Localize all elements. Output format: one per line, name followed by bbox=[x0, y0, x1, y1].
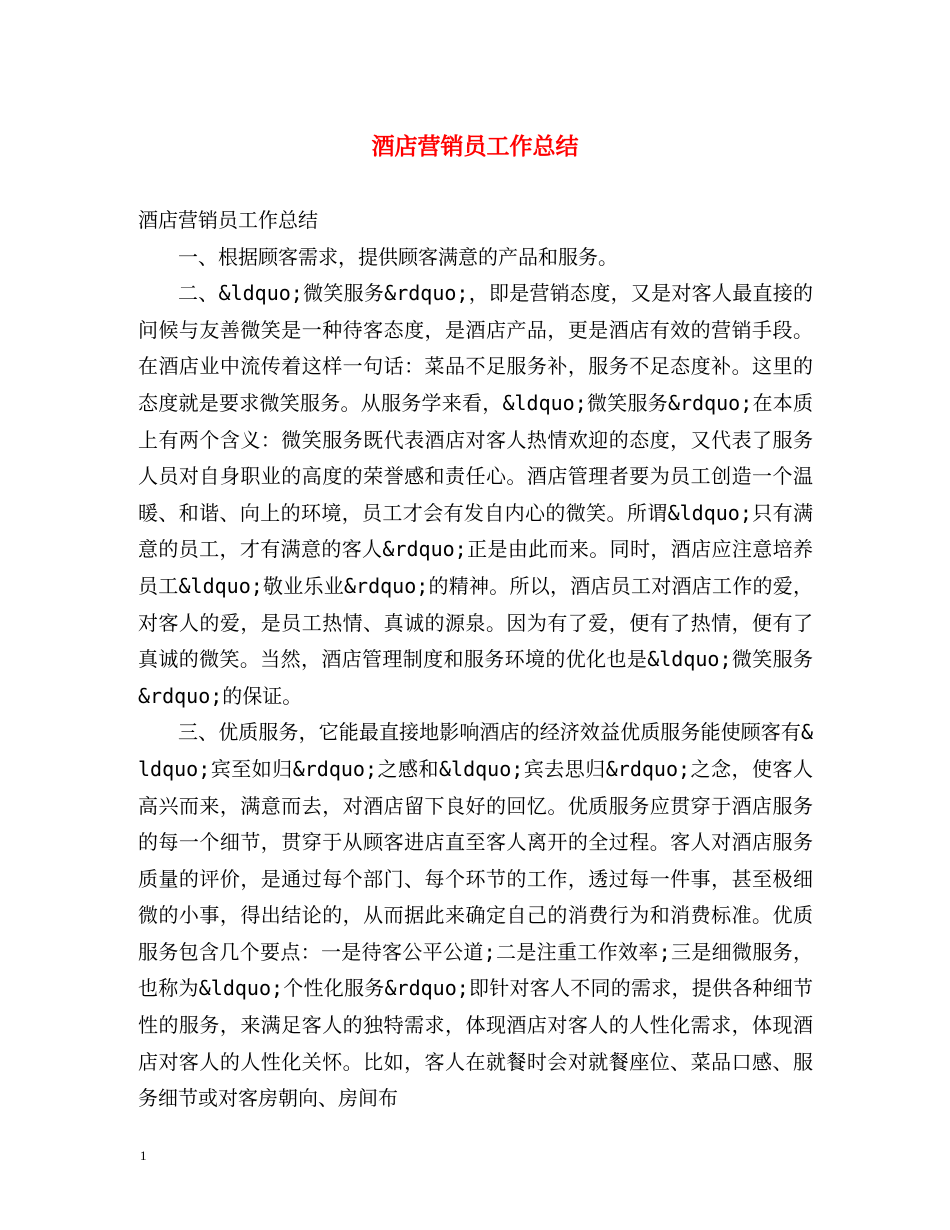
page-number: 1 bbox=[140, 1148, 147, 1163]
paragraph-3: 三、优质服务，它能最直接地影响酒店的经济效益优质服务能使顾客有&ldquo;宾至如归&rdquo;之感和&ldquo;宾去思归&rdquo;之念，使客人高兴而来，满意而去，对酒店留下良好的回忆。优质服务应贯穿于酒店服务的每一个细节，贯穿于从顾客进店直至客人离开的全过程。客人对酒店服务质量的评价，是通过每个部门、每个环节的工作，透过每一件事，甚至极细微的小事，得出结论的，从而据此来确定自己的消费行为和消费标准。优质服务包含几个要点：一是待客公平公道;二是注重工作效率;三是细微服务，也称为&ldquo;个性化服务&rdquo;即针对客人不同的需求，提供各种细节性的服务，来满足客人的独特需求，体现酒店对客人的人性化需求，体现酒店对客人的人性化关怀。比如，客人在就餐时会对就餐座位、菜品口感、服务细节或对客房朝向、房间布 bbox=[138, 720, 813, 1111]
document-subtitle: 酒店营销员工作总结 bbox=[138, 208, 318, 232]
paragraph-1: 一、根据顾客需求，提供顾客满意的产品和服务。 bbox=[178, 244, 618, 269]
document-body bbox=[138, 202, 813, 1117]
paragraph-2: 二、&ldquo;微笑服务&rdquo;，即是营销态度，又是对客人最直接的问候与友善微笑是一种待客态度，是酒店产品，更是酒店有效的营销手段。在酒店业中流传着这样一句话：菜品不足服务补，服务不足态度补。这里的态度就是要求微笑服务。从服务学来看，&ldquo;微笑服务&rdquo;在本质上有两个含义：微笑服务既代表酒店对客人热情欢迎的态度，又代表了服务人员对自身职业的高度的荣誉感和责任心。酒店管理者要为员工创造一个温暖、和谐、向上的环境，员工才会有发自内心的微笑。所谓&ldquo;只有满意的员工，才有满意的客人&rdquo;正是由此而来。同时，酒店应注意培养员工&ldquo;敬业乐业&rdquo;的精神。所以，酒店员工对酒店工作的爱，对客人的爱，是员工热情、真诚的源泉。因为有了爱，便有了热情，便有了真诚的微笑。当然，酒店管理制度和服务环境的优化也是&ldquo;微笑服务&rdquo;的保证。 bbox=[138, 281, 813, 708]
document-title: 酒店营销员工作总结 bbox=[371, 133, 579, 160]
